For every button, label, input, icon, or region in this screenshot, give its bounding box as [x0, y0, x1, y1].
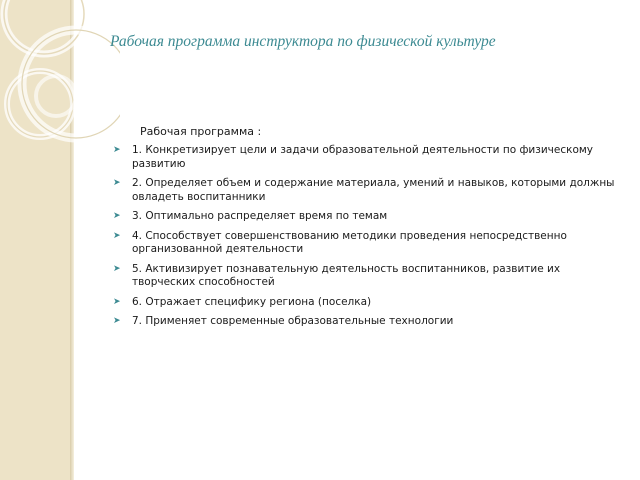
arrow-bullet-icon: ➤	[113, 178, 121, 188]
list-item-text: 7. Применяет современные образовательные технологии	[132, 315, 454, 327]
arrow-bullet-icon: ➤	[113, 211, 121, 221]
circle-rings-decoration	[0, 0, 120, 480]
list-item	[113, 315, 623, 329]
list-item	[113, 210, 623, 224]
arrow-bullet-icon: ➤	[113, 230, 121, 241]
arrow-bullet-icon: ➤	[113, 145, 121, 155]
list-item	[113, 144, 623, 171]
list-item	[113, 263, 623, 290]
list-item	[113, 230, 623, 257]
arrow-bullet-icon: ➤	[113, 316, 121, 326]
arrow-bullet-icon: ➤	[113, 263, 121, 274]
list-item-text: 2. Определяет объем и содержание материала, умений и навыков, которыми должны овладеть воспитанники	[132, 177, 615, 203]
list-item-text: 4. Способствует совершенствованию методики проведения непосредственно организованной деятельности	[132, 229, 567, 255]
list-item-text: 1. Конкретизирует цели и задачи образовательной деятельности по физическому развитию	[132, 144, 594, 170]
list-item-text: 3. Оптимально распределяет время по темам	[132, 210, 388, 222]
arrow-bullet-icon: ➤	[113, 296, 121, 307]
slide-subtitle: Рабочая программа :	[140, 125, 262, 138]
slide-title: Рабочая программа инструктора по физической культуре	[110, 33, 496, 50]
list-item-text: 6. Отражает специфику региона (поселка)	[132, 295, 372, 308]
list-item	[113, 296, 623, 310]
list-item-text: 5. Активизирует познавательную деятельность воспитанников, развитие их творческих способностей	[132, 262, 561, 288]
list-item	[113, 177, 623, 204]
bullet-list	[113, 144, 623, 335]
